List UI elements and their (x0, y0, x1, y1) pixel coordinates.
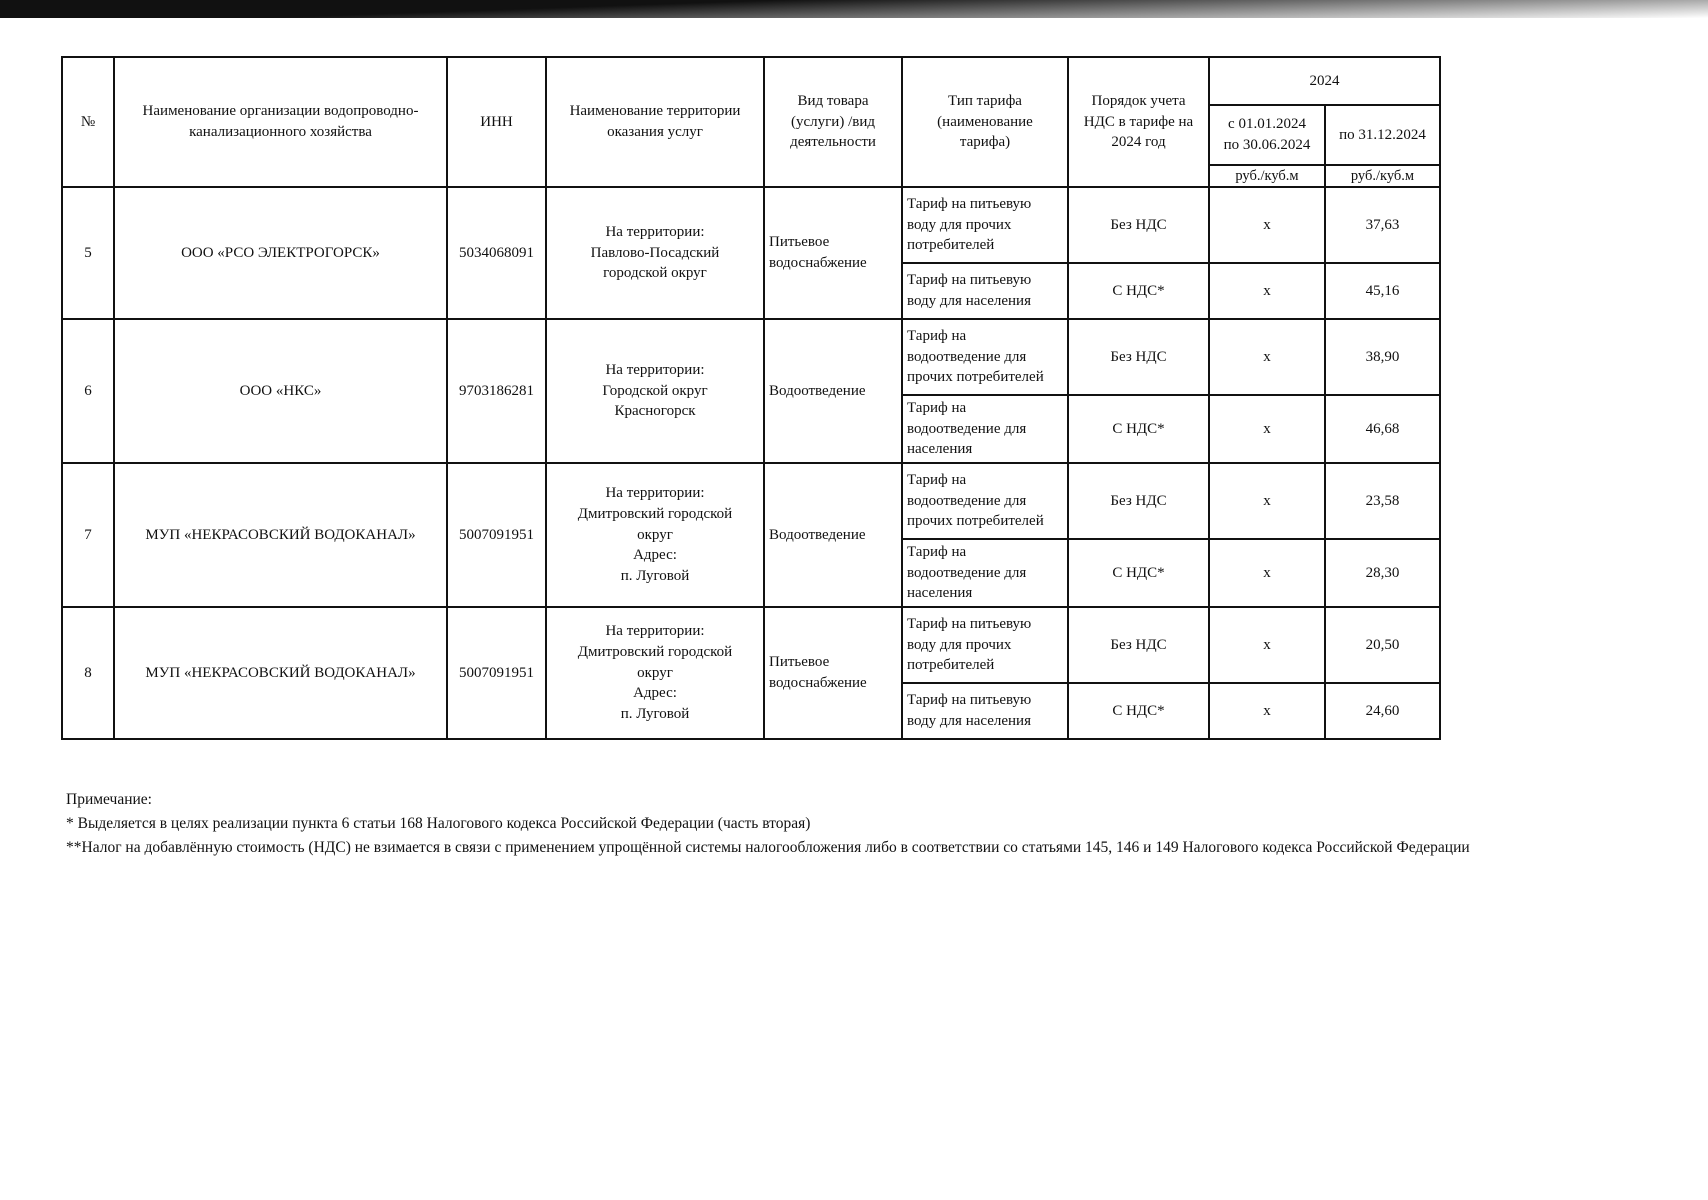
table-row (62, 463, 1440, 539)
row-org: МУП «НЕКРАСОВСКИЙ ВОДОКАНАЛ» (114, 463, 447, 607)
row-org: ООО «НКС» (114, 319, 447, 463)
header-inn: ИНН (447, 57, 546, 187)
tariff-table (61, 56, 1441, 740)
row-territory: На территории: Павлово-Посадский городской округ (546, 187, 764, 319)
tariff-vat: Без НДС (1068, 607, 1209, 683)
tariff-price-period-2: 28,30 (1325, 539, 1440, 607)
header-unit-2: руб./куб.м (1325, 165, 1440, 187)
row-goods: Водоотведение (764, 463, 902, 607)
tariff-vat: С НДС* (1068, 395, 1209, 463)
row-inn: 5007091951 (447, 607, 546, 739)
tariff-vat: С НДС* (1068, 683, 1209, 739)
tariff-name: Тариф на питьевую воду для населения (902, 683, 1068, 739)
row-num: 7 (62, 463, 114, 607)
header-goods: Вид товара (услуги) /вид деятельности (764, 57, 902, 187)
row-inn: 9703186281 (447, 319, 546, 463)
tariff-name: Тариф на питьевую воду для прочих потребителей (902, 187, 1068, 263)
header-territory: Наименование территории оказания услуг (546, 57, 764, 187)
table-row (62, 187, 1440, 263)
row-num: 6 (62, 319, 114, 463)
header-unit-1: руб./куб.м (1209, 165, 1325, 187)
tariff-price-period-1: x (1209, 395, 1325, 463)
tariff-price-period-2: 45,16 (1325, 263, 1440, 319)
tariff-price-period-1: x (1209, 263, 1325, 319)
row-inn: 5007091951 (447, 463, 546, 607)
row-goods: Водоотведение (764, 319, 902, 463)
tariff-table-container (61, 56, 1441, 740)
tariff-name: Тариф на водоотведение для прочих потребителей (902, 319, 1068, 395)
tariff-price-period-2: 23,58 (1325, 463, 1440, 539)
table-body (62, 187, 1440, 739)
row-org: ООО «РСО ЭЛЕКТРОГОРСК» (114, 187, 447, 319)
header-tariff-type: Тип тарифа (наименование тарифа) (902, 57, 1068, 187)
header-num: № (62, 57, 114, 187)
header-year: 2024 (1209, 57, 1440, 105)
tariff-price-period-1: x (1209, 319, 1325, 395)
tariff-name: Тариф на питьевую воду для населения (902, 263, 1068, 319)
header-org: Наименование организации водопроводно- канализационного хозяйства (114, 57, 447, 187)
note-vat-exempt: **Налог на добавлённую стоимость (НДС) не взимается в связи с применением упрощённой системы налогообложения либо в соответствии со статьями 145, 146 и 149 Налогового кодекса Российской Федерации (66, 839, 1470, 857)
row-goods: Питьевое водоснабжение (764, 607, 902, 739)
header-vat-order: Порядок учета НДС в тарифе на 2024 год (1068, 57, 1209, 187)
row-inn: 5034068091 (447, 187, 546, 319)
tariff-price-period-1: x (1209, 607, 1325, 683)
tariff-name: Тариф на водоотведение для населения (902, 395, 1068, 463)
notes-title: Примечание: (66, 791, 152, 808)
row-num: 5 (62, 187, 114, 319)
header-period-2: по 31.12.2024 (1325, 105, 1440, 165)
tariff-price-period-1: x (1209, 539, 1325, 607)
tariff-name: Тариф на питьевую воду для прочих потребителей (902, 607, 1068, 683)
scan-edge-shadow (0, 0, 1708, 18)
tariff-vat: С НДС* (1068, 539, 1209, 607)
table-row (62, 607, 1440, 683)
table-header (62, 57, 1440, 187)
row-territory: На территории: Городской округ Красногорск (546, 319, 764, 463)
tariff-vat: Без НДС (1068, 463, 1209, 539)
tariff-price-period-1: x (1209, 463, 1325, 539)
header-period-1: с 01.01.2024 по 30.06.2024 (1209, 105, 1325, 165)
note-vat-included: * Выделяется в целях реализации пункта 6 статьи 168 Налогового кодекса Российской Федерации (часть вторая) (66, 815, 811, 833)
tariff-vat: С НДС* (1068, 263, 1209, 319)
tariff-name: Тариф на водоотведение для населения (902, 539, 1068, 607)
tariff-name: Тариф на водоотведение для прочих потребителей (902, 463, 1068, 539)
row-num: 8 (62, 607, 114, 739)
tariff-price-period-2: 24,60 (1325, 683, 1440, 739)
tariff-price-period-1: x (1209, 683, 1325, 739)
row-territory: На территории: Дмитровский городской округ Адрес: п. Луговой (546, 607, 764, 739)
row-goods: Питьевое водоснабжение (764, 187, 902, 319)
footnotes (66, 788, 1470, 860)
tariff-vat: Без НДС (1068, 319, 1209, 395)
tariff-price-period-2: 46,68 (1325, 395, 1440, 463)
tariff-price-period-1: x (1209, 187, 1325, 263)
row-territory: На территории: Дмитровский городской округ Адрес: п. Луговой (546, 463, 764, 607)
row-org: МУП «НЕКРАСОВСКИЙ ВОДОКАНАЛ» (114, 607, 447, 739)
tariff-vat: Без НДС (1068, 187, 1209, 263)
tariff-price-period-2: 38,90 (1325, 319, 1440, 395)
table-row (62, 319, 1440, 395)
tariff-price-period-2: 37,63 (1325, 187, 1440, 263)
tariff-price-period-2: 20,50 (1325, 607, 1440, 683)
